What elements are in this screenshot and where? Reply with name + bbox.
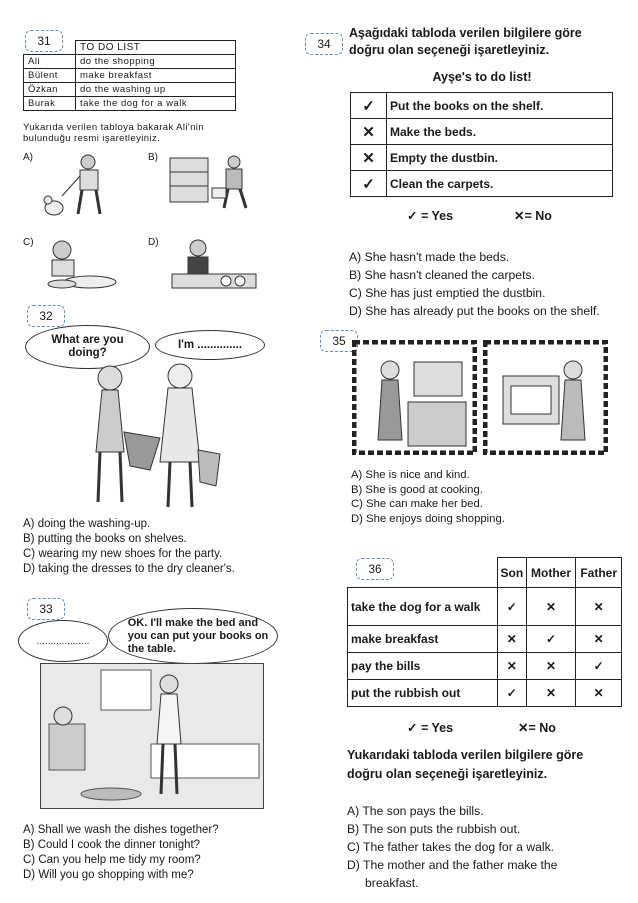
option-b[interactable]: B) putting the books on shelves. [23, 533, 187, 545]
option-a[interactable]: A) doing the washing-up. [23, 518, 151, 530]
option-a[interactable]: A) Shall we wash the dishes together? [23, 824, 219, 836]
table-row: Özkan do the washing up [24, 83, 236, 97]
family-chores-table [347, 557, 622, 707]
todo-header: TO DO LIST [76, 41, 236, 55]
choice-c-label[interactable]: C) [23, 237, 34, 248]
washing-up-image[interactable] [168, 238, 258, 293]
option-c[interactable]: C) She has just emptied the dustbin. [349, 286, 546, 300]
option-d[interactable]: D) She enjoys doing shopping. [351, 512, 505, 525]
table-row: ✓ Clean the carpets. [351, 171, 613, 197]
option-d-continued: breakfast. [365, 876, 419, 890]
question-34-options [349, 248, 600, 320]
speech-bubble-left: ................... [18, 620, 108, 662]
table-row: Burak take the dog for a walk [24, 97, 236, 111]
column-header-son: Son [498, 558, 527, 588]
check-icon: ✓ [351, 93, 387, 119]
woman-cooking-image-left [352, 340, 477, 455]
legend-yes: ✓ = Yes [407, 209, 454, 223]
option-c[interactable]: C) Can you help me tidy my room? [23, 854, 201, 866]
question-34-text: Aşağıdaki tabloda verilen bilgilere göre doğru olan seçeneği işaretleyiniz. [349, 26, 582, 57]
option-a[interactable]: A) She hasn't made the beds. [349, 250, 510, 264]
speech-bubble-right: I'm .............. [155, 330, 265, 360]
option-b[interactable]: B) She is good at cooking. [351, 483, 483, 496]
column-header-father: Father [576, 558, 622, 588]
option-d[interactable]: D) Will you go shopping with me? [23, 869, 194, 881]
table-row: ✓ Put the books on the shelf. [351, 93, 613, 119]
option-d[interactable]: D) taking the dresses to the dry cleaner's. [23, 563, 235, 575]
legend-no: ✕= No [514, 209, 552, 223]
question-35-number: 35 [320, 330, 358, 352]
check-icon: ✓ [351, 171, 387, 197]
table-row: Ali do the shopping [24, 55, 236, 69]
table-row: take the dog for a walk ✓ ✕ ✕ [348, 588, 622, 626]
speech-bubble-right: OK. I'll make the bed and you can put your books on the table. [108, 608, 278, 664]
shopping-image[interactable] [168, 152, 258, 212]
man-walking-dog-image[interactable] [40, 152, 120, 222]
column-header-mother: Mother [526, 558, 576, 588]
question-36-number: 36 [356, 558, 394, 580]
todo-table-31 [23, 40, 236, 111]
ayse-todo-table [350, 92, 613, 197]
option-b[interactable]: B) The son puts the rubbish out. [347, 822, 521, 836]
option-d[interactable]: D) The mother and the father make the [347, 858, 558, 872]
option-a[interactable]: A) The son pays the bills. [347, 804, 484, 818]
question-31-text: Yukarıda verilen tabloya bakarak Ali'nin bulunduğu resmi işaretleyiniz. [23, 122, 204, 144]
question-35-options [351, 468, 505, 526]
breakfast-image[interactable] [40, 238, 120, 293]
question-36-text: Yukarıdaki tabloda verilen bilgilere göre doğru olan seçeneği işaretleyiniz. [347, 748, 584, 781]
todo-list-title: Ayşe's to do list! [432, 70, 532, 84]
question-31-number: 31 [25, 30, 63, 52]
choice-d-label[interactable]: D) [148, 237, 159, 248]
check-icon: ✕ [351, 119, 387, 145]
table-row: put the rubbish out ✓ ✕ ✕ [348, 680, 622, 707]
messy-room-image [40, 663, 264, 809]
choice-a-label[interactable]: A) [23, 152, 33, 163]
table-row: pay the bills ✕ ✕ ✓ [348, 653, 622, 680]
legend-yes: ✓ = Yes [407, 721, 454, 735]
question-36-options [347, 802, 557, 892]
question-33-number: 33 [27, 598, 65, 620]
question-32-number: 32 [27, 305, 65, 327]
table-row: ✕ Make the beds. [351, 119, 613, 145]
woman-cooking-image-right [483, 340, 608, 455]
two-women-with-dresses-image [80, 362, 260, 512]
question-33-options [23, 823, 219, 883]
legend-no: ✕= No [518, 721, 556, 735]
option-c[interactable]: C) She can make her bed. [351, 498, 483, 510]
option-b[interactable]: B) Could I cook the dinner tonight? [23, 839, 201, 851]
question-34-number: 34 [305, 33, 343, 55]
choice-b-label[interactable]: B) [148, 152, 158, 163]
option-c[interactable]: C) wearing my new shoes for the party. [23, 548, 223, 560]
speech-bubble-left: What are you doing? [25, 325, 150, 369]
table-row: Bülent make breakfast [24, 69, 236, 83]
table-row: ✕ Empty the dustbin. [351, 145, 613, 171]
table-row: make breakfast ✕ ✓ ✕ [348, 626, 622, 653]
option-c[interactable]: C) The father takes the dog for a walk. [347, 840, 555, 854]
option-b[interactable]: B) She hasn't cleaned the carpets. [349, 268, 535, 282]
question-32-options [23, 517, 235, 577]
cross-icon: ✕ [351, 145, 387, 171]
option-a[interactable]: A) She is nice and kind. [351, 469, 470, 481]
option-d[interactable]: D) She has already put the books on the shelf. [349, 304, 600, 318]
